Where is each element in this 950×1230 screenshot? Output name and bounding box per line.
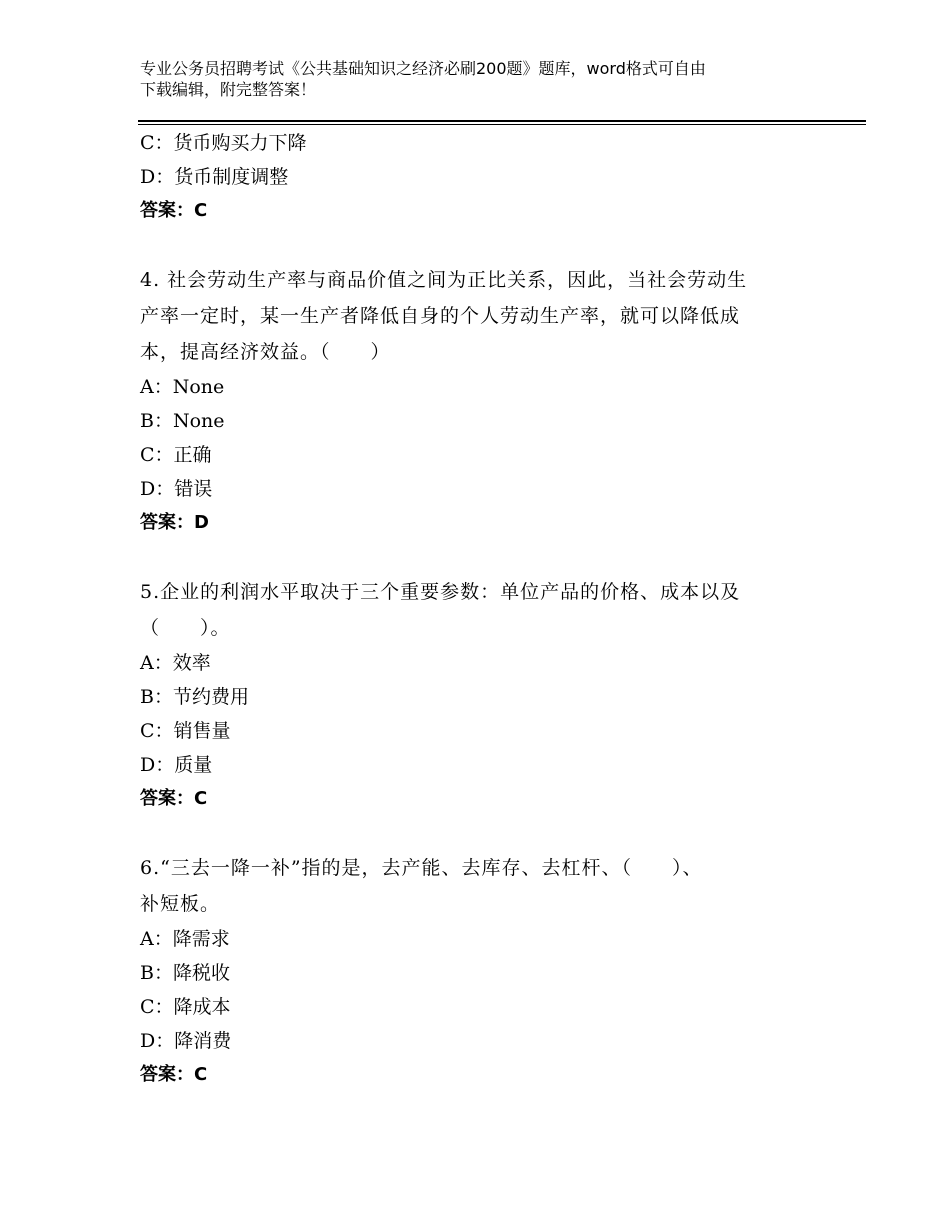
page-header bbox=[140, 58, 830, 100]
option-d: D：错误 bbox=[140, 478, 213, 500]
option-a: A：效率 bbox=[140, 652, 211, 674]
option-c: C：货币购买力下降 bbox=[140, 132, 307, 154]
question-stem-line: （ ）。 bbox=[140, 617, 231, 639]
question-stem-line: 产率一定时，某一生产者降低自身的个人劳动生产率，就可以降低成 bbox=[140, 305, 741, 327]
document-body bbox=[140, 126, 820, 1092]
answer: 答案：D bbox=[140, 512, 209, 533]
question-4 bbox=[140, 262, 820, 540]
option-c: C：降成本 bbox=[140, 996, 231, 1018]
option-b: B：节约费用 bbox=[140, 686, 249, 708]
question-3-tail bbox=[140, 126, 820, 228]
option-c: C：正确 bbox=[140, 444, 212, 466]
option-d: D：降消费 bbox=[140, 1030, 232, 1052]
header-rule-thin bbox=[138, 124, 866, 125]
answer: 答案：C bbox=[140, 1064, 208, 1085]
option-d: D：货币制度调整 bbox=[140, 166, 289, 188]
answer: 答案：C bbox=[140, 200, 208, 221]
question-stem-line: 补短板。 bbox=[140, 893, 221, 915]
question-6 bbox=[140, 850, 820, 1092]
spacer bbox=[140, 540, 820, 574]
option-b: B：降税收 bbox=[140, 962, 230, 984]
option-d: D：质量 bbox=[140, 754, 213, 776]
header-line-1: 专业公务员招聘考试《公共基础知识之经济必刷200题》题库，word格式可自由 bbox=[140, 59, 706, 78]
spacer bbox=[140, 816, 820, 850]
answer: 答案：C bbox=[140, 788, 208, 809]
question-stem-line: 本，提高经济效益。（ ） bbox=[140, 341, 391, 363]
header-rule-thick bbox=[138, 120, 866, 122]
question-5 bbox=[140, 574, 820, 816]
question-stem-line: 6.“三去一降一补”指的是，去产能、去库存、去杠杆、（ ）、 bbox=[140, 857, 703, 879]
option-a: A：降需求 bbox=[140, 928, 230, 950]
option-a: A：None bbox=[140, 376, 225, 398]
spacer bbox=[140, 228, 820, 262]
header-line-2: 下载编辑，附完整答案！ bbox=[140, 80, 317, 99]
question-stem-line: 4. 社会劳动生产率与商品价值之间为正比关系，因此，当社会劳动生 bbox=[140, 269, 748, 291]
option-c: C：销售量 bbox=[140, 720, 231, 742]
option-b: B：None bbox=[140, 410, 225, 432]
question-stem-line: 5.企业的利润水平取决于三个重要参数：单位产品的价格、成本以及 bbox=[140, 581, 741, 603]
